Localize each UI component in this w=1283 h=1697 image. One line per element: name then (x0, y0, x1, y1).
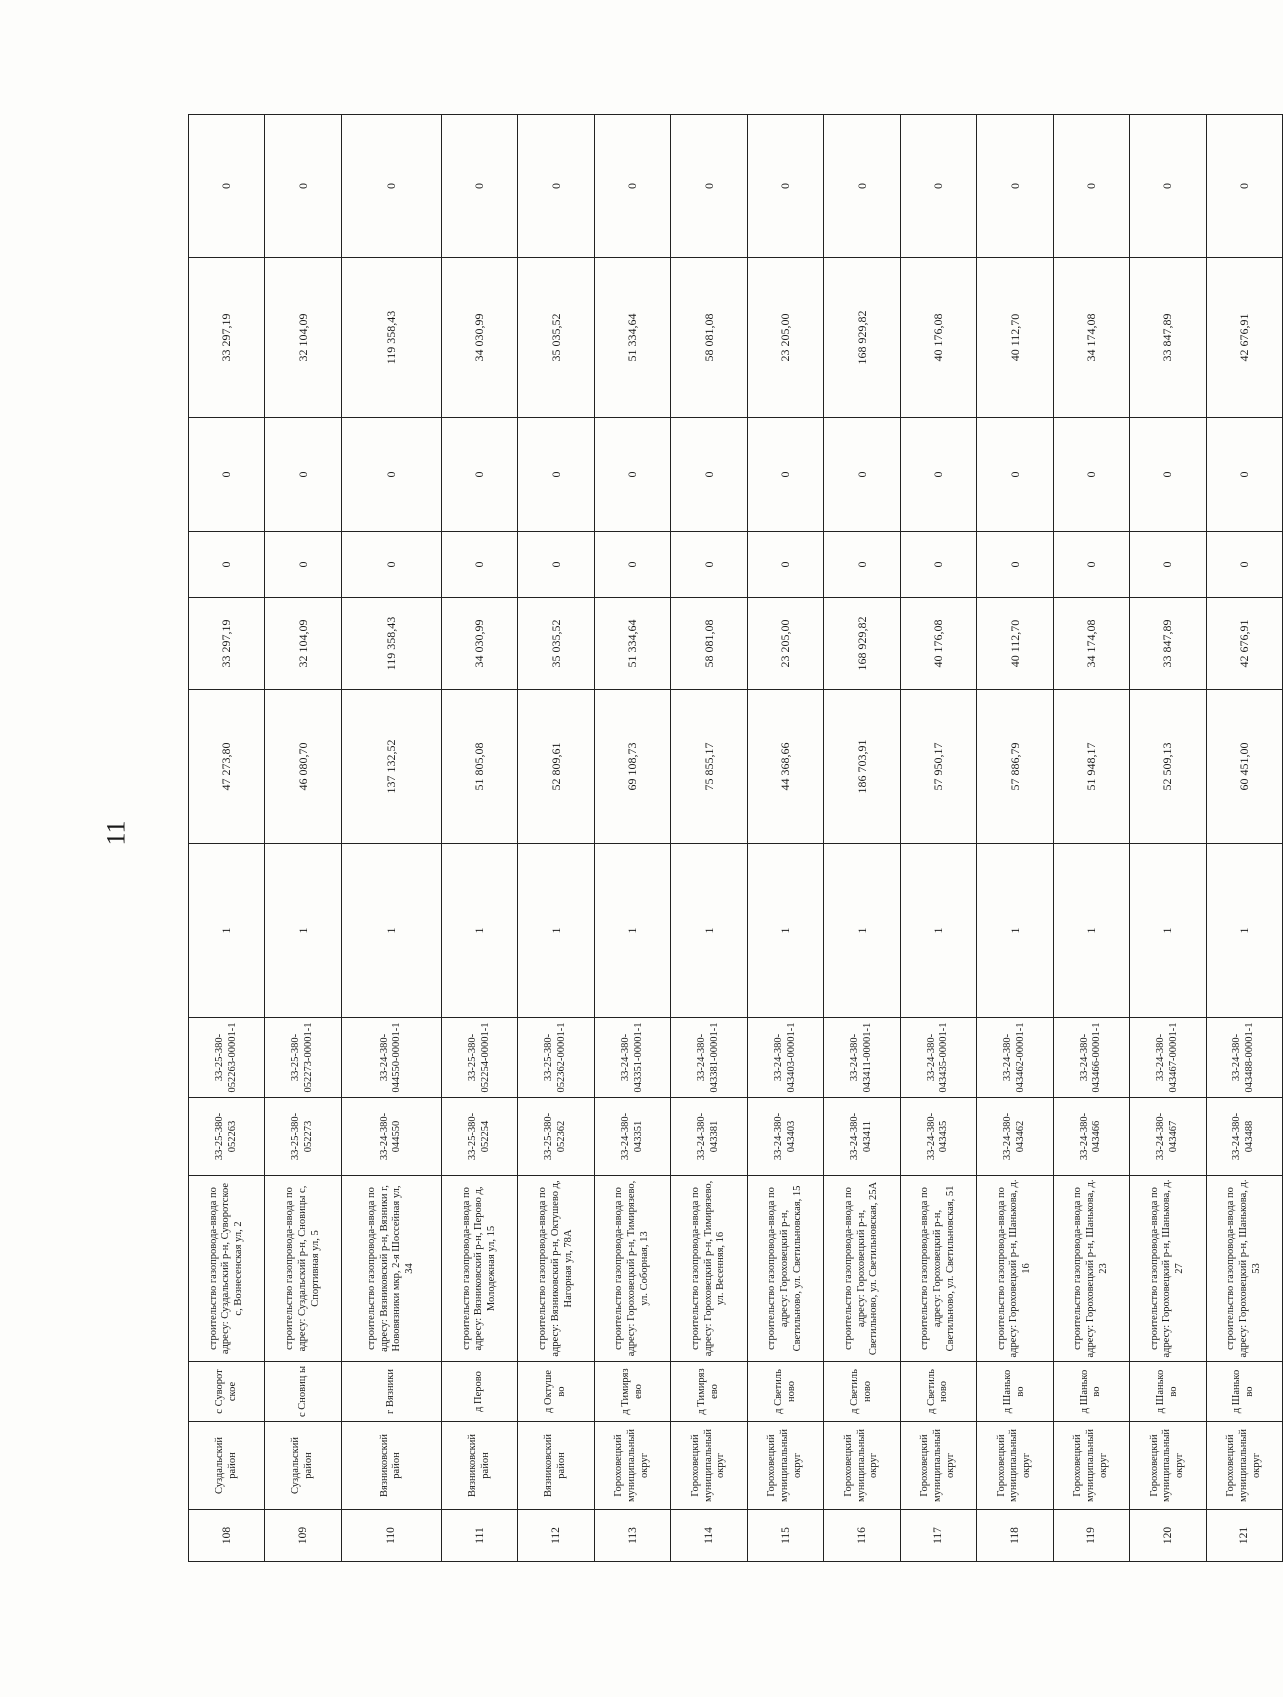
district-cell: Вязниковский район (341, 1422, 441, 1510)
district-cell: Суздальский район (189, 1422, 265, 1510)
last-zero-cell: 0 (265, 115, 341, 258)
sum-cell: 33 847,89 (1130, 258, 1206, 418)
object-description-cell: строительство газопровода-ввода по адресу: Гороховецкий р-н, Шанькова, д. 53 (1206, 1176, 1282, 1362)
object-description-cell: строительство газопровода-ввода по адресу: Гороховецкий р-н, Светильново, ул. Светильновская, 51 (900, 1176, 976, 1362)
total-cell: 40 112,70 (977, 598, 1053, 690)
zero-cell-2: 0 (1053, 418, 1129, 532)
full-code-cell: 33-25-380-052263-00001-1 (189, 1018, 265, 1098)
quantity-cell: 1 (518, 844, 594, 1018)
total-cell: 32 104,09 (265, 598, 341, 690)
table-row (1053, 115, 1129, 1562)
settlement-cell: г Вязники (341, 1362, 441, 1422)
quantity-cell: 1 (671, 844, 747, 1018)
sum-cell: 32 104,09 (265, 258, 341, 418)
zero-cell-2: 0 (341, 418, 441, 532)
zero-cell-2: 0 (900, 418, 976, 532)
total-cell: 33 847,89 (1130, 598, 1206, 690)
district-cell: Гороховецкий муниципальный округ (900, 1422, 976, 1510)
total-cell: 34 030,99 (441, 598, 517, 690)
cost-cell: 69 108,73 (594, 690, 670, 844)
table-row (671, 115, 747, 1562)
zero-cell-2: 0 (441, 418, 517, 532)
full-code-cell: 33-24-380-043435-00001-1 (900, 1018, 976, 1098)
row-number: 116 (824, 1510, 900, 1562)
last-zero-cell: 0 (1053, 115, 1129, 258)
zero-cell-1: 0 (1130, 532, 1206, 598)
object-description-cell: строительство газопровода-ввода по адресу: Суздальский р-н, Сновицы с, Спортивная ул, 5 (265, 1176, 341, 1362)
sum-cell: 23 205,00 (747, 258, 823, 418)
code-cell: 33-24-380-043403 (747, 1098, 823, 1176)
quantity-cell: 1 (265, 844, 341, 1018)
row-number: 120 (1130, 1510, 1206, 1562)
settlement-cell: д Октуше во (518, 1362, 594, 1422)
cost-cell: 44 368,66 (747, 690, 823, 844)
quantity-cell: 1 (977, 844, 1053, 1018)
table-row (265, 115, 341, 1562)
code-cell: 33-24-380-043411 (824, 1098, 900, 1176)
row-number: 118 (977, 1510, 1053, 1562)
quantity-cell: 1 (189, 844, 265, 1018)
quantity-cell: 1 (824, 844, 900, 1018)
total-cell: 33 297,19 (189, 598, 265, 690)
district-cell: Гороховецкий муниципальный округ (1206, 1422, 1282, 1510)
table-row (1206, 115, 1282, 1562)
object-description-cell: строительство газопровода-ввода по адресу: Вязниковский р-н, Перово д, Молодежная ул, 15 (441, 1176, 517, 1362)
cost-cell: 52 509,13 (1130, 690, 1206, 844)
sum-cell: 35 035,52 (518, 258, 594, 418)
district-cell: Вязниковский район (441, 1422, 517, 1510)
last-zero-cell: 0 (747, 115, 823, 258)
quantity-cell: 1 (1130, 844, 1206, 1018)
last-zero-cell: 0 (671, 115, 747, 258)
last-zero-cell: 0 (441, 115, 517, 258)
district-cell: Вязниковский район (518, 1422, 594, 1510)
cost-cell: 137 132,52 (341, 690, 441, 844)
quantity-cell: 1 (441, 844, 517, 1018)
object-description-cell: строительство газопровода-ввода по адресу: Гороховецкий р-н, Шанькова, д. 16 (977, 1176, 1053, 1362)
last-zero-cell: 0 (1206, 115, 1282, 258)
cost-cell: 75 855,17 (671, 690, 747, 844)
object-description-cell: строительство газопровода-ввода по адресу: Гороховецкий р-н, Шанькова, д. 27 (1130, 1176, 1206, 1362)
quantity-cell: 1 (1053, 844, 1129, 1018)
total-cell: 51 334,64 (594, 598, 670, 690)
district-cell: Гороховецкий муниципальный округ (824, 1422, 900, 1510)
code-cell: 33-24-380-043466 (1053, 1098, 1129, 1176)
settlement-cell: д Перово (441, 1362, 517, 1422)
district-cell: Гороховецкий муниципальный округ (594, 1422, 670, 1510)
quantity-cell: 1 (341, 844, 441, 1018)
object-description-cell: строительство газопровода-ввода по адресу: Гороховецкий р-н, Светильново, ул. Светильновская, 15 (747, 1176, 823, 1362)
zero-cell-1: 0 (671, 532, 747, 598)
code-cell: 33-25-380-052263 (189, 1098, 265, 1176)
code-cell: 33-24-380-043488 (1206, 1098, 1282, 1176)
zero-cell-1: 0 (594, 532, 670, 598)
total-cell: 35 035,52 (518, 598, 594, 690)
district-cell: Гороховецкий муниципальный округ (747, 1422, 823, 1510)
cost-cell: 52 809,61 (518, 690, 594, 844)
total-cell: 58 081,08 (671, 598, 747, 690)
district-cell: Гороховецкий муниципальный округ (1130, 1422, 1206, 1510)
settlement-cell: д Шанько во (1130, 1362, 1206, 1422)
settlement-cell: д Тимиряз ево (594, 1362, 670, 1422)
zero-cell-2: 0 (977, 418, 1053, 532)
last-zero-cell: 0 (1130, 115, 1206, 258)
total-cell: 42 676,91 (1206, 598, 1282, 690)
table-row (341, 115, 441, 1562)
last-zero-cell: 0 (341, 115, 441, 258)
sum-cell: 34 030,99 (441, 258, 517, 418)
quantity-cell: 1 (1206, 844, 1282, 1018)
page-number: 11 (101, 820, 131, 846)
sum-cell: 34 174,08 (1053, 258, 1129, 418)
last-zero-cell: 0 (594, 115, 670, 258)
object-description-cell: строительство газопровода-ввода по адресу: Гороховецкий р-н, Тимирязево, ул. Весенняя, 16 (671, 1176, 747, 1362)
sum-cell: 33 297,19 (189, 258, 265, 418)
zero-cell-1: 0 (265, 532, 341, 598)
sum-cell: 42 676,91 (1206, 258, 1282, 418)
row-number: 115 (747, 1510, 823, 1562)
zero-cell-1: 0 (747, 532, 823, 598)
data-table (188, 114, 1283, 1562)
full-code-cell: 33-25-380-052362-00001-1 (518, 1018, 594, 1098)
full-code-cell: 33-24-380-043381-00001-1 (671, 1018, 747, 1098)
row-number: 109 (265, 1510, 341, 1562)
sum-cell: 40 112,70 (977, 258, 1053, 418)
settlement-cell: д Шанько во (1053, 1362, 1129, 1422)
zero-cell-1: 0 (824, 532, 900, 598)
cost-cell: 46 080,70 (265, 690, 341, 844)
table-row (441, 115, 517, 1562)
last-zero-cell: 0 (977, 115, 1053, 258)
table-row (189, 115, 265, 1562)
last-zero-cell: 0 (189, 115, 265, 258)
zero-cell-2: 0 (824, 418, 900, 532)
zero-cell-1: 0 (189, 532, 265, 598)
settlement-cell: д Светиль ново (747, 1362, 823, 1422)
full-code-cell: 33-25-380-052273-00001-1 (265, 1018, 341, 1098)
object-description-cell: строительство газопровода-ввода по адресу: Вязниковский р-н, Октушево д, Нагорная ул, 78А (518, 1176, 594, 1362)
district-cell: Гороховецкий муниципальный округ (671, 1422, 747, 1510)
full-code-cell: 33-24-380-043462-00001-1 (977, 1018, 1053, 1098)
table-row (594, 115, 670, 1562)
zero-cell-1: 0 (1053, 532, 1129, 598)
cost-cell: 60 451,00 (1206, 690, 1282, 844)
zero-cell-2: 0 (518, 418, 594, 532)
code-cell: 33-24-380-043435 (900, 1098, 976, 1176)
total-cell: 34 174,08 (1053, 598, 1129, 690)
zero-cell-2: 0 (1130, 418, 1206, 532)
code-cell: 33-24-380-043381 (671, 1098, 747, 1176)
code-cell: 33-24-380-043351 (594, 1098, 670, 1176)
code-cell: 33-25-380-052273 (265, 1098, 341, 1176)
zero-cell-2: 0 (1206, 418, 1282, 532)
full-code-cell: 33-24-380-043466-00001-1 (1053, 1018, 1129, 1098)
cost-cell: 51 805,08 (441, 690, 517, 844)
table-row (747, 115, 823, 1562)
object-description-cell: строительство газопровода-ввода по адресу: Гороховецкий р-н, Тимирязево, ул. Соборная, 13 (594, 1176, 670, 1362)
sum-cell: 58 081,08 (671, 258, 747, 418)
code-cell: 33-24-380-043462 (977, 1098, 1053, 1176)
settlement-cell: с Суворот ское (189, 1362, 265, 1422)
row-number: 110 (341, 1510, 441, 1562)
table-row (824, 115, 900, 1562)
object-description-cell: строительство газопровода-ввода по адресу: Суздальский р-н, Суворотское с, Вознесенская ул, 2 (189, 1176, 265, 1362)
settlement-cell: д Шанько во (977, 1362, 1053, 1422)
total-cell: 23 205,00 (747, 598, 823, 690)
full-code-cell: 33-24-380-043467-00001-1 (1130, 1018, 1206, 1098)
zero-cell-2: 0 (189, 418, 265, 532)
last-zero-cell: 0 (824, 115, 900, 258)
zero-cell-1: 0 (518, 532, 594, 598)
row-number: 112 (518, 1510, 594, 1562)
sum-cell: 51 334,64 (594, 258, 670, 418)
sum-cell: 40 176,08 (900, 258, 976, 418)
code-cell: 33-25-380-052254 (441, 1098, 517, 1176)
zero-cell-2: 0 (747, 418, 823, 532)
sum-cell: 168 929,82 (824, 258, 900, 418)
zero-cell-1: 0 (900, 532, 976, 598)
sum-cell: 119 358,43 (341, 258, 441, 418)
last-zero-cell: 0 (518, 115, 594, 258)
settlement-cell: д Светиль ново (824, 1362, 900, 1422)
full-code-cell: 33-24-380-044550-00001-1 (341, 1018, 441, 1098)
code-cell: 33-25-380-052362 (518, 1098, 594, 1176)
cost-cell: 47 273,80 (189, 690, 265, 844)
district-cell: Гороховецкий муниципальный округ (977, 1422, 1053, 1510)
table-body (189, 115, 1283, 1562)
total-cell: 168 929,82 (824, 598, 900, 690)
full-code-cell: 33-24-380-043403-00001-1 (747, 1018, 823, 1098)
rotated-table-container (188, 115, 1283, 1562)
row-number: 121 (1206, 1510, 1282, 1562)
district-cell: Гороховецкий муниципальный округ (1053, 1422, 1129, 1510)
table-row (977, 115, 1053, 1562)
zero-cell-2: 0 (671, 418, 747, 532)
settlement-cell: д Шанько во (1206, 1362, 1282, 1422)
row-number: 108 (189, 1510, 265, 1562)
cost-cell: 57 886,79 (977, 690, 1053, 844)
district-cell: Суздальский район (265, 1422, 341, 1510)
quantity-cell: 1 (594, 844, 670, 1018)
settlement-cell: с Сновиц ы (265, 1362, 341, 1422)
total-cell: 119 358,43 (341, 598, 441, 690)
row-number: 117 (900, 1510, 976, 1562)
object-description-cell: строительство газопровода-ввода по адресу: Гороховецкий р-н, Шанькова, д. 23 (1053, 1176, 1129, 1362)
full-code-cell: 33-24-380-043488-00001-1 (1206, 1018, 1282, 1098)
zero-cell-1: 0 (441, 532, 517, 598)
quantity-cell: 1 (900, 844, 976, 1018)
cost-cell: 186 703,91 (824, 690, 900, 844)
zero-cell-1: 0 (341, 532, 441, 598)
row-number: 119 (1053, 1510, 1129, 1562)
object-description-cell: строительство газопровода-ввода по адресу: Вязниковский р-н, Вязники г, Нововязники мкр, 2-я Шоссейная ул, 34 (341, 1176, 441, 1362)
table-row (1130, 115, 1206, 1562)
last-zero-cell: 0 (900, 115, 976, 258)
table-row (518, 115, 594, 1562)
row-number: 114 (671, 1510, 747, 1562)
cost-cell: 51 948,17 (1053, 690, 1129, 844)
zero-cell-1: 0 (977, 532, 1053, 598)
total-cell: 40 176,08 (900, 598, 976, 690)
zero-cell-1: 0 (1206, 532, 1282, 598)
table-row (900, 115, 976, 1562)
zero-cell-2: 0 (265, 418, 341, 532)
settlement-cell: д Светиль ново (900, 1362, 976, 1422)
code-cell: 33-24-380-044550 (341, 1098, 441, 1176)
cost-cell: 57 950,17 (900, 690, 976, 844)
zero-cell-2: 0 (594, 418, 670, 532)
quantity-cell: 1 (747, 844, 823, 1018)
full-code-cell: 33-24-380-043351-00001-1 (594, 1018, 670, 1098)
row-number: 113 (594, 1510, 670, 1562)
code-cell: 33-24-380-043467 (1130, 1098, 1206, 1176)
full-code-cell: 33-24-380-043411-00001-1 (824, 1018, 900, 1098)
settlement-cell: д Тимиряз ево (671, 1362, 747, 1422)
full-code-cell: 33-25-380-052254-00001-1 (441, 1018, 517, 1098)
object-description-cell: строительство газопровода-ввода по адресу: Гороховецкий р-н, Светильново, ул. Светильновская, 25А (824, 1176, 900, 1362)
row-number: 111 (441, 1510, 517, 1562)
